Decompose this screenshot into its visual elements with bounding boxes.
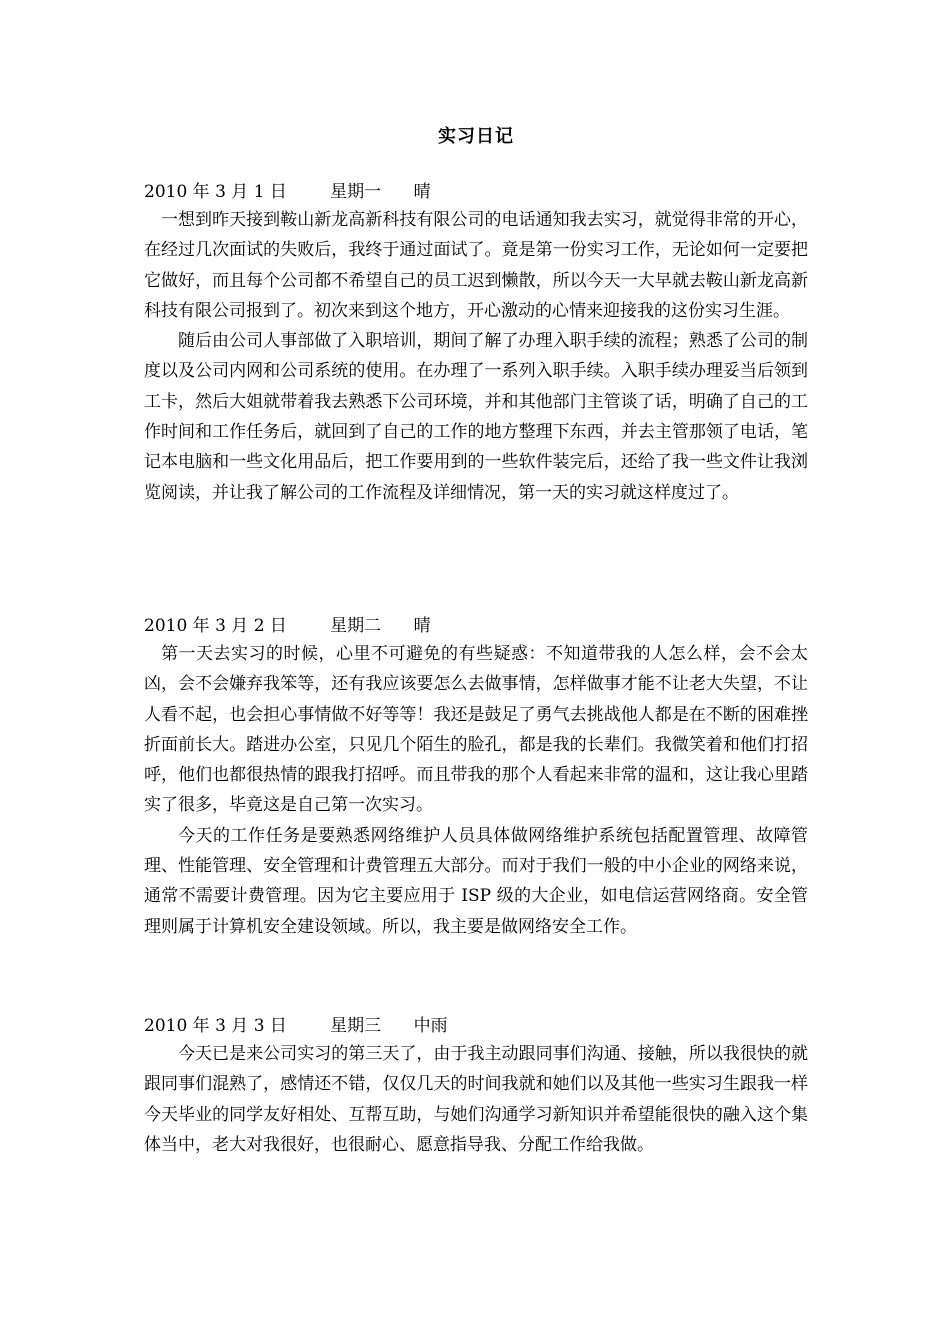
entry-paragraph: 第一天去实习的时候，心里不可避免的有些疑惑：不知道带我的人怎么样，会不会太凶，会不会嫌弃我笨等，还有我应该要怎么去做事情，怎样做事才能不让老大失望，不让人看不起，也会担心事情做不好等等！我还是鼓足了勇气去挑战他人都是在不断的困难挫折面前长大。踏进办公室，只见几个陌生的脸孔，都是我的长辈们。我微笑着和他们打招呼，他们也都很热情的跟我打招呼。而且带我的那个人看起来非常的温和，这让我心里踏实了很多，毕竟这是自己第一次实习。 — [144, 644, 808, 816]
entry-paragraph: 今天的工作任务是要熟悉网络维护人员具体做网络维护系统包括配置管理、故障管理、性能管理、安全管理和计费管理五大部分。而对于我们一般的中小企业的网络来说，通常不需要计费管理。因为它主要应用于 ISP 级的大企业，如电信运营网络商。安全管理则属于计算机安全建设领域。所以，我主要是做网络安全工作。 — [144, 825, 808, 937]
document-title: 实习日记 — [438, 126, 514, 147]
entry-paragraph: 今天已是来公司实习的第三天了，由于我主动跟同事们沟通、接触，所以我很快的就跟同事们混熟了，感情还不错，仅仅几天的时间我就和她们以及其他一些实习生跟我一样今天毕业的同学友好相处、互帮互助，与她们沟通学习新知识并希望能很快的融入这个集体当中，老大对我很好，也很耐心、愿意指导我、分配工作给我做。 — [144, 1044, 808, 1155]
diary-entry-mar-2 — [144, 613, 808, 942]
diary-entry-mar-3 — [144, 1013, 808, 1160]
entry-paragraph: 一想到昨天接到鞍山新龙高新科技有限公司的电话通知我去实习，就觉得非常的开心，在经过几次面试的失败后，我终于通过面试了。竟是第一份实习工作，无论如何一定要把它做好，而且每个公司都不希望自己的员工迟到懒散，所以今天一大早就去鞍山新龙高新科技有限公司报到了。初次来到这个地方，开心激动的心情来迎接我的这份实习生涯。 — [144, 210, 808, 321]
diary-entry-mar-1 — [144, 179, 808, 508]
entry-date-line: 2010 年 3 月 1 日 星期一 晴 — [144, 182, 431, 202]
entry-date-line: 2010 年 3 月 3 日 星期三 中雨 — [144, 1016, 448, 1036]
entry-date-line: 2010 年 3 月 2 日 星期二 晴 — [144, 616, 431, 636]
entry-paragraph: 随后由公司人事部做了入职培训，期间了解了办理入职手续的流程；熟悉了公司的制度以及公司内网和公司系统的使用。在办理了一系列入职手续。入职手续办理妥当后领到工卡，然后大姐就带着我去熟悉下公司环境，并和其他部门主管谈了话，明确了自己的工作时间和工作任务后，就回到了自己的工作的地方整理下东西，并去主管那领了电话，笔记本电脑和一些文化用品后，把工作要用到的一些软件装完后，还给了我一些文件让我浏览阅读，并让我了解公司的工作流程及详细情况，第一天的实习就这样度过了。 — [144, 331, 808, 503]
